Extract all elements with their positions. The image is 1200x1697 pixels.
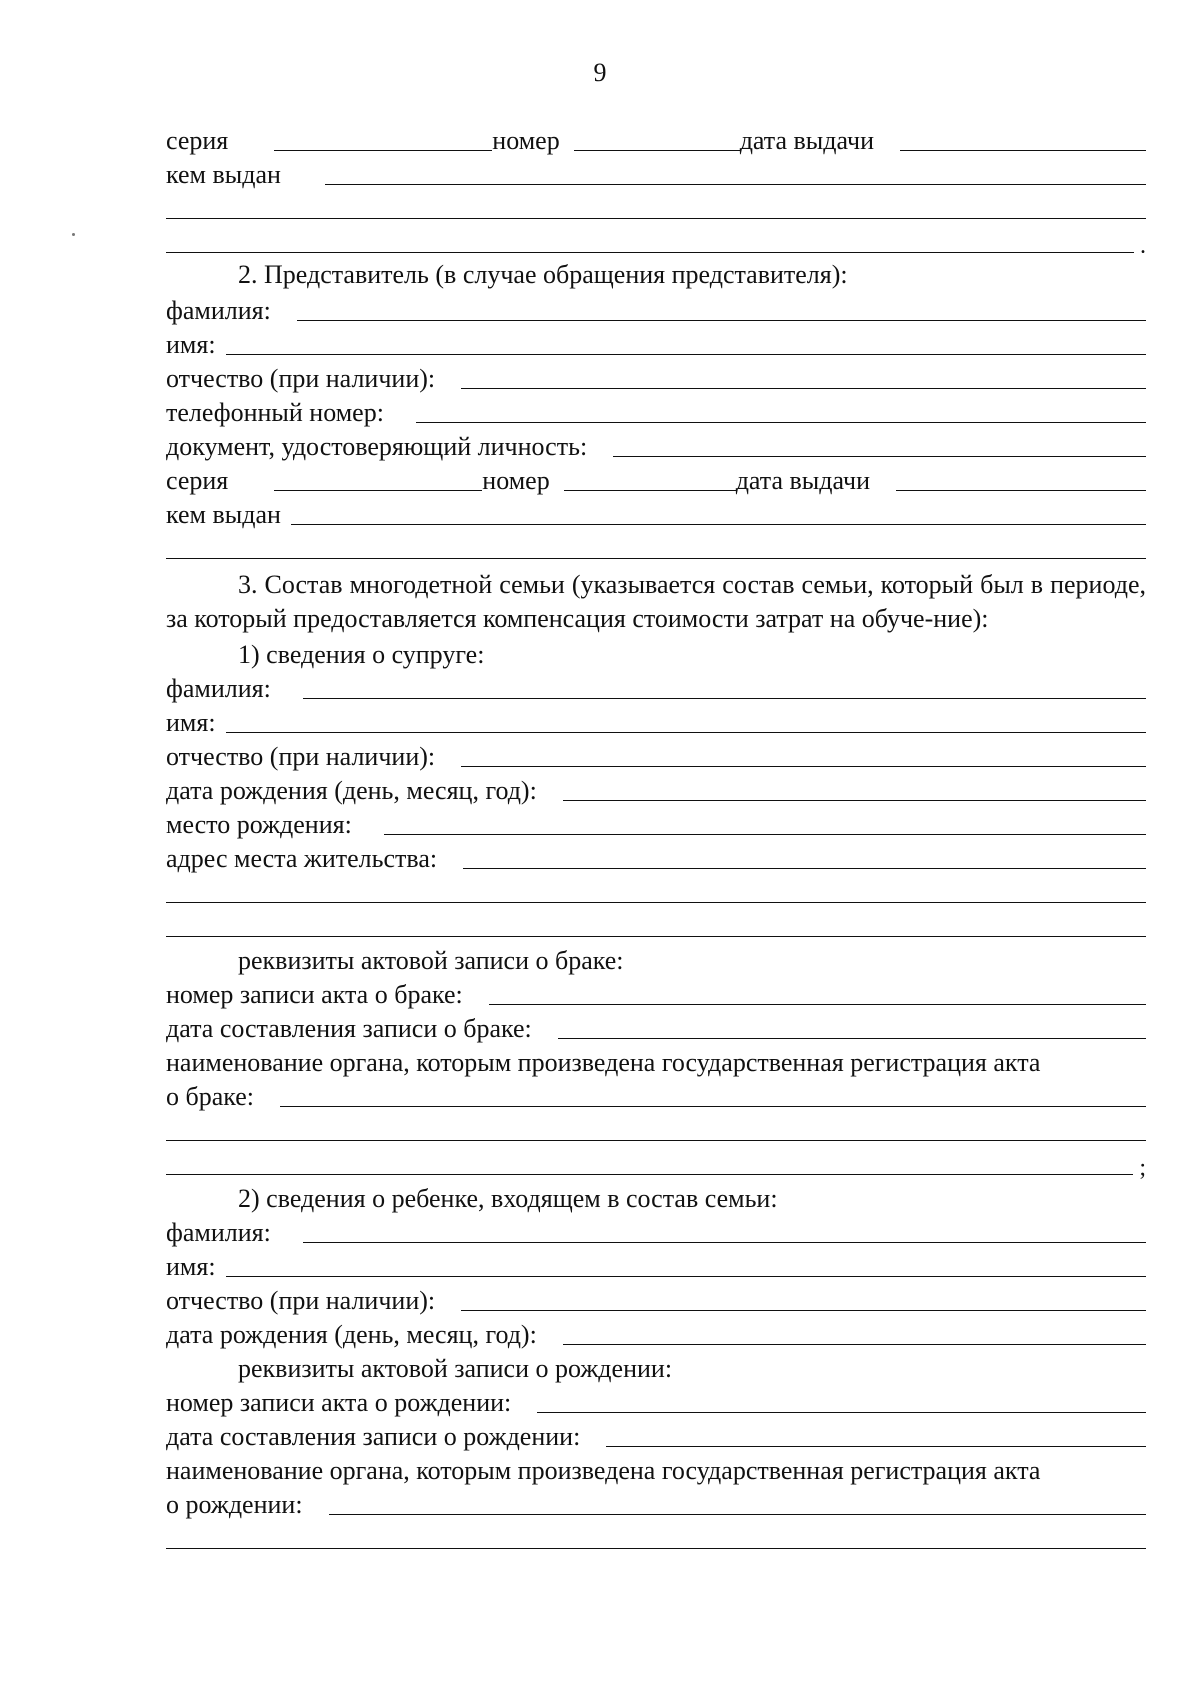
- rep-patronymic-label: отчество (при наличии):: [166, 364, 436, 393]
- series-field[interactable]: [274, 149, 492, 151]
- marriage-record-date-row: [166, 1010, 1146, 1044]
- birth-record-date-row: [166, 1418, 1146, 1452]
- rep-issued-by-label: кем выдан: [166, 500, 281, 529]
- end-semicolon: ;: [1139, 1155, 1146, 1181]
- spouse-address-label: адрес места жительства:: [166, 844, 438, 873]
- rep-id-doc-row: [166, 428, 1146, 462]
- representative-heading: 2. Представитель (в случае обращения представителя):: [238, 260, 848, 289]
- birth-authority-cont-row: [166, 1486, 1146, 1520]
- birth-record-number-field[interactable]: [537, 1411, 1146, 1413]
- spouse-address-continuation-2: [166, 908, 1146, 942]
- spouse-surname-label: фамилия:: [166, 674, 271, 703]
- marriage-authority-continuation-2: [166, 1146, 1146, 1180]
- scan-speck: [72, 233, 75, 236]
- spouse-patronymic-row: [166, 738, 1146, 772]
- birth-record-number-row: [166, 1384, 1146, 1418]
- rep-surname-field[interactable]: [297, 319, 1146, 321]
- child-name-row: [166, 1248, 1146, 1282]
- family-heading: 3. Состав многодетной семьи (указывается состав семьи, который был в периоде, за который предоставляется компенсация стоимости затрат на обуче-ние):: [166, 570, 1146, 633]
- rep-patronymic-field[interactable]: [461, 387, 1146, 389]
- rep-issued-by-field[interactable]: [291, 523, 1146, 525]
- birth-authority-row: [166, 1452, 1146, 1486]
- child-birth-date-field[interactable]: [563, 1343, 1146, 1345]
- child-title-row: [166, 1180, 1146, 1214]
- child-surname-field[interactable]: [303, 1241, 1146, 1243]
- child-title: 2) сведения о ребенке, входящем в состав семьи:: [238, 1184, 778, 1213]
- marriage-authority-continuation-1: [166, 1112, 1146, 1146]
- rep-issue-date-field[interactable]: [896, 489, 1146, 491]
- spouse-address-field-line-2[interactable]: [166, 901, 1146, 903]
- number-label: номер: [492, 126, 560, 155]
- marriage-authority-field-line-2[interactable]: [166, 1139, 1146, 1141]
- doc-issued-by-continuation-2: [166, 224, 1146, 258]
- rep-phone-field[interactable]: [416, 421, 1146, 423]
- spouse-name-field[interactable]: [226, 731, 1146, 733]
- spouse-surname-field[interactable]: [303, 697, 1146, 699]
- rep-series-label: серия: [166, 466, 229, 495]
- issued-by-field[interactable]: [325, 183, 1146, 185]
- doc-issued-by-row: [166, 156, 1146, 190]
- marriage-record-title-row: [166, 942, 1146, 976]
- child-surname-row: [166, 1214, 1146, 1248]
- page-number: 9: [593, 58, 607, 87]
- issued-by-field-line-3[interactable]: [166, 251, 1134, 253]
- rep-surname-label: фамилия:: [166, 296, 271, 325]
- birth-authority-field[interactable]: [329, 1513, 1146, 1515]
- birth-record-title-row: [166, 1350, 1146, 1384]
- birth-authority-continuation: [166, 1520, 1146, 1554]
- issue-date-field[interactable]: [900, 149, 1146, 151]
- birth-authority-label-cont: о рождении:: [166, 1490, 303, 1519]
- birth-record-date-field[interactable]: [606, 1445, 1146, 1447]
- marriage-record-date-field[interactable]: [558, 1037, 1146, 1039]
- spouse-surname-row: [166, 670, 1146, 704]
- marriage-authority-cont-row: [166, 1078, 1146, 1112]
- marriage-record-number-field[interactable]: [489, 1003, 1146, 1005]
- spouse-address-continuation-1: [166, 874, 1146, 908]
- child-birth-date-row: [166, 1316, 1146, 1350]
- spouse-patronymic-label: отчество (при наличии):: [166, 742, 436, 771]
- rep-name-field[interactable]: [226, 353, 1146, 355]
- number-field[interactable]: [574, 149, 740, 151]
- birth-record-title: реквизиты актовой записи о рождении:: [238, 1354, 673, 1383]
- spouse-birth-place-row: [166, 806, 1146, 840]
- marriage-authority-label-cont: о браке:: [166, 1082, 255, 1111]
- birth-authority-field-line-2[interactable]: [166, 1547, 1146, 1549]
- marriage-authority-row: [166, 1044, 1146, 1078]
- rep-issued-by-field-line-2[interactable]: [166, 557, 1146, 559]
- doc-series-row: [166, 122, 1146, 156]
- spouse-birth-date-field[interactable]: [563, 799, 1146, 801]
- spouse-name-row: [166, 704, 1146, 738]
- child-name-label: имя:: [166, 1252, 216, 1281]
- child-name-field[interactable]: [226, 1275, 1146, 1277]
- spouse-address-field[interactable]: [463, 867, 1146, 869]
- rep-number-label: номер: [482, 466, 550, 495]
- end-period: .: [1140, 233, 1146, 259]
- spouse-patronymic-field[interactable]: [461, 765, 1146, 767]
- marriage-record-date-label: дата составления записи о браке:: [166, 1014, 532, 1043]
- rep-issued-by-continuation: [166, 530, 1146, 564]
- marriage-record-number-label: номер записи акта о браке:: [166, 980, 463, 1009]
- birth-record-date-label: дата составления записи о рождении:: [166, 1422, 581, 1451]
- child-patronymic-field[interactable]: [461, 1309, 1146, 1311]
- child-patronymic-label: отчество (при наличии):: [166, 1286, 436, 1315]
- rep-issue-date-label: дата выдачи: [735, 466, 870, 495]
- rep-name-label: имя:: [166, 330, 216, 359]
- marriage-authority-field-line-3[interactable]: [166, 1173, 1133, 1175]
- rep-name-row: [166, 326, 1146, 360]
- rep-series-field[interactable]: [274, 489, 482, 491]
- rep-id-doc-field[interactable]: [613, 455, 1146, 457]
- marriage-authority-label: наименование органа, которым произведена государственная регистрация акта: [166, 1048, 1041, 1077]
- child-patronymic-row: [166, 1282, 1146, 1316]
- marriage-record-title: реквизиты актовой записи о браке:: [238, 946, 624, 975]
- doc-issued-by-continuation-1: [166, 190, 1146, 224]
- marriage-authority-field[interactable]: [280, 1105, 1146, 1107]
- spouse-birth-date-row: [166, 772, 1146, 806]
- rep-number-field[interactable]: [564, 489, 736, 491]
- rep-phone-row: [166, 394, 1146, 428]
- spouse-address-field-line-3[interactable]: [166, 935, 1146, 937]
- spouse-title: 1) сведения о супруге:: [238, 640, 485, 669]
- spouse-birth-date-label: дата рождения (день, месяц, год):: [166, 776, 537, 805]
- series-label: серия: [166, 126, 229, 155]
- spouse-birth-place-label: место рождения:: [166, 810, 352, 839]
- child-surname-label: фамилия:: [166, 1218, 271, 1247]
- form-body: [166, 122, 1146, 1554]
- issue-date-label: дата выдачи: [739, 126, 874, 155]
- birth-record-number-label: номер записи акта о рождении:: [166, 1388, 512, 1417]
- birth-authority-label: наименование органа, которым произведена государственная регистрация акта: [166, 1456, 1041, 1485]
- spouse-address-row: [166, 840, 1146, 874]
- marriage-record-number-row: [166, 976, 1146, 1010]
- rep-id-doc-label: документ, удостоверяющий личность:: [166, 432, 588, 461]
- spouse-name-label: имя:: [166, 708, 216, 737]
- rep-issued-by-row: [166, 496, 1146, 530]
- child-birth-date-label: дата рождения (день, месяц, год):: [166, 1320, 537, 1349]
- spouse-birth-place-field[interactable]: [384, 833, 1146, 835]
- rep-series-row: [166, 462, 1146, 496]
- issued-by-field-line-2[interactable]: [166, 217, 1146, 219]
- rep-surname-row: [166, 292, 1146, 326]
- spouse-title-row: [166, 636, 1146, 670]
- issued-by-label: кем выдан: [166, 160, 281, 189]
- rep-patronymic-row: [166, 360, 1146, 394]
- rep-phone-label: телефонный номер:: [166, 398, 384, 427]
